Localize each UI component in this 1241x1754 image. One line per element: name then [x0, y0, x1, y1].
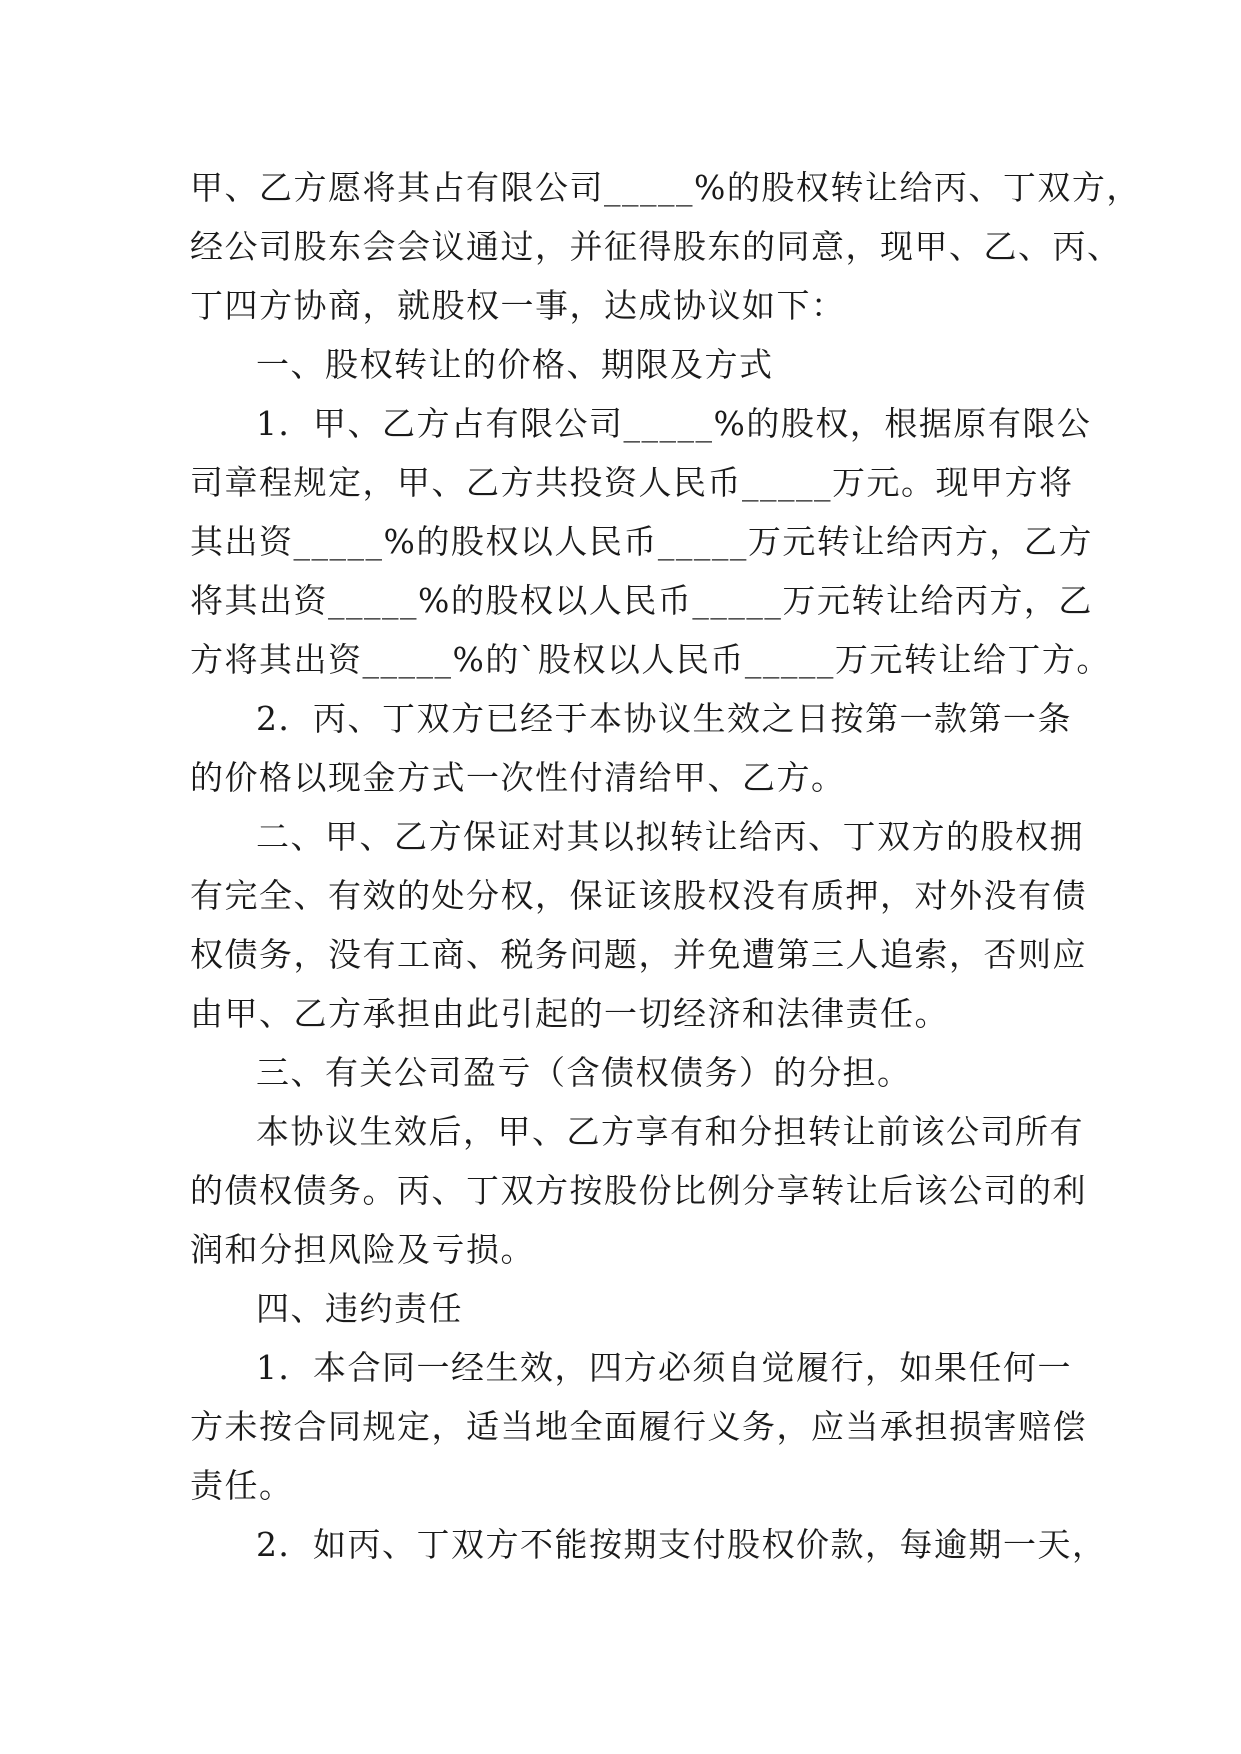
text-line: 的价格以现金方式一次性付清给甲、乙方。: [190, 758, 846, 797]
text-line: 1．甲、乙方占有限公司_____%的股权，根据原有限公: [256, 404, 1092, 443]
text-line: 责任。: [190, 1466, 294, 1505]
text-line: 的债权债务。丙、丁双方按股份比例分享转让后该公司的利: [190, 1171, 1087, 1210]
text-line: 方将其出资_____%的`股权以人民币_____万元转让给丁方。: [190, 640, 1111, 679]
text-line: 润和分担风险及亏损。: [190, 1230, 535, 1269]
text-line: 司章程规定，甲、乙方共投资人民币_____万元。现甲方将: [190, 463, 1074, 502]
text-line: 2．如丙、丁双方不能按期支付股权价款，每逾期一天，: [256, 1525, 1107, 1564]
text-line: 方未按合同规定，适当地全面履行义务，应当承担损害赔偿: [190, 1407, 1087, 1446]
text-line: 由甲、乙方承担由此引起的一切经济和法律责任。: [190, 994, 949, 1033]
section-heading: 四、违约责任: [256, 1289, 463, 1328]
document-body: [190, 158, 1141, 1574]
text-line: 甲、乙方愿将其占有限公司_____%的股权转让给丙、丁双方，: [190, 168, 1141, 207]
text-line: 有完全、有效的处分权，保证该股权没有质押，对外没有债: [190, 876, 1087, 915]
text-line: 其出资_____%的股权以人民币_____万元转让给丙方，乙方: [190, 522, 1093, 561]
section-heading: 一、股权转让的价格、期限及方式: [256, 345, 774, 384]
text-line: 2．丙、丁双方已经于本协议生效之日按第一款第一条: [256, 699, 1072, 738]
section-heading: 二、甲、乙方保证对其以拟转让给丙、丁双方的股权拥: [256, 817, 1084, 856]
text-line: 经公司股东会会议通过，并征得股东的同意，现甲、乙、丙、: [190, 227, 1122, 266]
section-heading: 三、有关公司盈亏（含债权债务）的分担。: [256, 1053, 912, 1092]
text-line: 1．本合同一经生效，四方必须自觉履行，如果任何一: [256, 1348, 1072, 1387]
text-line: 权债务，没有工商、税务问题，并免遭第三人追索，否则应: [190, 935, 1087, 974]
text-line: 将其出资_____%的股权以人民币_____万元转让给丙方，乙: [190, 581, 1093, 620]
text-line: 本协议生效后，甲、乙方享有和分担转让前该公司所有: [256, 1112, 1084, 1151]
text-line: 丁四方协商，就股权一事，达成协议如下：: [190, 286, 846, 325]
